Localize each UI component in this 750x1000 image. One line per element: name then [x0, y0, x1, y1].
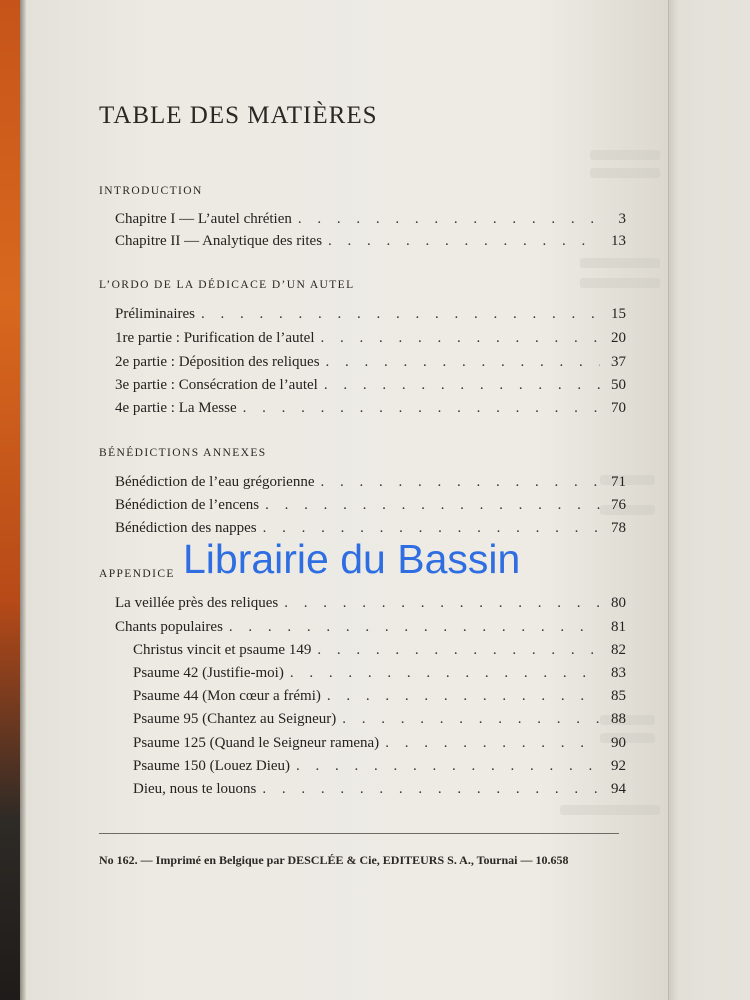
section-heading-introduction: INTRODUCTION [99, 185, 203, 197]
dot-leader [284, 595, 600, 612]
toc-entry-label: Dieu, nous te louons [133, 781, 257, 797]
toc-entry-page: 90 [611, 735, 626, 751]
section-heading-appendice: APPENDICE [99, 568, 175, 580]
toc-entry [115, 330, 626, 352]
toc-entry [133, 642, 626, 664]
toc-entry-page: 78 [611, 520, 626, 536]
dot-leader [243, 400, 600, 417]
toc-entry [115, 211, 626, 233]
dot-leader [265, 497, 600, 514]
dot-leader [321, 330, 600, 347]
toc-entry [115, 474, 626, 496]
toc-entry [115, 354, 626, 376]
toc-entry [115, 306, 626, 328]
toc-entry [115, 619, 626, 641]
toc-entry-page: 15 [611, 306, 626, 322]
dot-leader [328, 233, 600, 250]
toc-entry-label: Chants populaires [115, 619, 223, 635]
toc-entry-label: Psaume 150 (Louez Dieu) [133, 758, 291, 774]
dot-leader [298, 211, 600, 228]
toc-entry-page: 82 [611, 642, 626, 658]
section-heading-ordo: L’ORDO DE LA DÉDICACE D’UN AUTEL [99, 279, 355, 291]
dot-leader [229, 619, 600, 636]
toc-entry-label: Psaume 95 (Chantez au Seigneur) [133, 711, 337, 727]
toc-entry [115, 233, 626, 255]
toc-entry-label: 4e partie : La Messe [115, 400, 237, 416]
printer-colophon: No 162. — Imprimé en Belgique par DESCLÉE & Cie, EDITEURS S. A., Tournai — 10.658 [99, 853, 569, 867]
toc-entry-page: 50 [611, 377, 626, 393]
toc-entry-label: Christus vincit et psaume 149 [133, 642, 312, 658]
page-title: TABLE DES MATIÈRES [99, 102, 378, 129]
toc-entry [115, 400, 626, 422]
dot-leader [326, 354, 600, 371]
toc-entry-page: 88 [611, 711, 626, 727]
dot-leader [327, 688, 600, 705]
toc-entry [115, 595, 626, 617]
toc-entry-page: 71 [611, 474, 626, 490]
dot-leader [263, 520, 600, 537]
toc-entry-label: Chapitre II — Analytique des rites [115, 233, 323, 249]
toc-entry-label: 2e partie : Déposition des reliques [115, 354, 320, 370]
toc-entry-label: Bénédiction de l’encens [115, 497, 260, 513]
toc-entry-page: 80 [611, 595, 626, 611]
dot-leader [201, 306, 600, 323]
toc-entry-label: Préliminaires [115, 306, 195, 322]
toc-entry-label: Psaume 44 (Mon cœur a frémi) [133, 688, 321, 704]
facing-page-edge [668, 0, 750, 1000]
toc-entry [133, 688, 626, 710]
dot-leader [342, 711, 600, 728]
toc-entry-label: Chapitre I — L’autel chrétien [115, 211, 292, 227]
toc-entry-label: 3e partie : Consécration de l’autel [115, 377, 318, 393]
section-heading-benedictions: BÉNÉDICTIONS ANNEXES [99, 447, 267, 459]
toc-entry-page: 20 [611, 330, 626, 346]
toc-entry [115, 497, 626, 519]
toc-entry-label: 1re partie : Purification de l’autel [115, 330, 315, 346]
toc-entry-page: 13 [611, 233, 626, 249]
toc-entry-page: 83 [611, 665, 626, 681]
book-cover-edge [0, 0, 20, 1000]
toc-entry [133, 735, 626, 757]
dot-leader [324, 377, 600, 394]
toc-entry-page: 94 [611, 781, 626, 797]
toc-entry [115, 377, 626, 399]
toc-entry-page: 76 [611, 497, 626, 513]
toc-entry-page: 37 [611, 354, 626, 370]
toc-entry-page: 85 [611, 688, 626, 704]
toc-entry [133, 758, 626, 780]
watermark: Librairie du Bassin [183, 536, 521, 582]
dot-leader [385, 735, 600, 752]
dot-leader [321, 474, 601, 491]
toc-entry-label: Bénédiction des nappes [115, 520, 257, 536]
toc-entry-page: 81 [611, 619, 626, 635]
toc-entry-page: 3 [618, 211, 626, 227]
toc-entry [133, 711, 626, 733]
dot-leader [317, 642, 600, 659]
dot-leader [296, 758, 600, 775]
toc-entry [133, 665, 626, 687]
toc-entry-label: Psaume 125 (Quand le Seigneur ramena) [133, 735, 380, 751]
dot-leader [262, 781, 600, 798]
toc-entry-label: La veillée près des reliques [115, 595, 279, 611]
toc-entry-page: 92 [611, 758, 626, 774]
toc-entry-label: Psaume 42 (Justifie-moi) [133, 665, 284, 681]
dot-leader [290, 665, 600, 682]
toc-entry-label: Bénédiction de l’eau grégorienne [115, 474, 315, 490]
toc-entry [133, 781, 626, 803]
footer-divider [99, 833, 619, 834]
toc-entry-page: 70 [611, 400, 626, 416]
